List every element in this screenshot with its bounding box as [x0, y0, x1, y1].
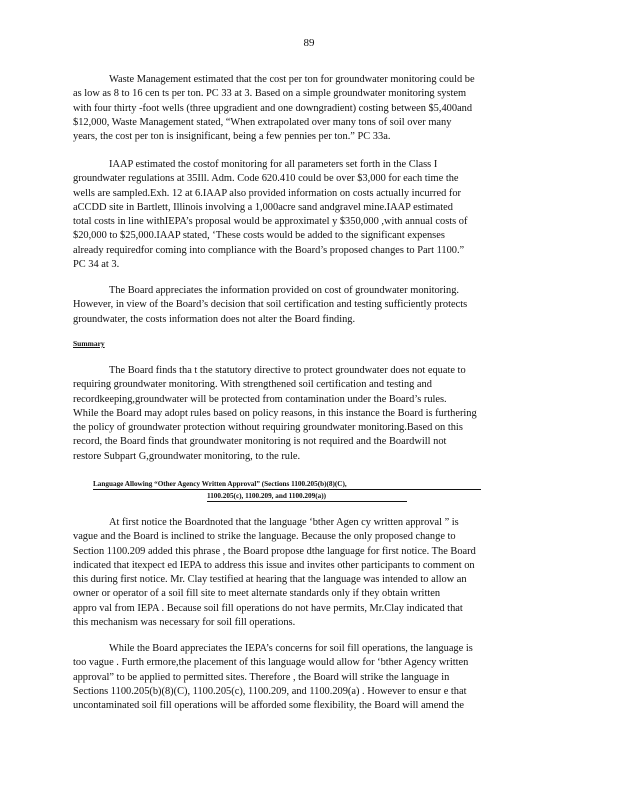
text-line: However, in view of the Board’s decision that soil certification and testing sufficiently protects	[73, 299, 468, 311]
text-line: as low as 8 to 16 cen ts per ton. PC 33 at 3. Based on a simple groundwater monitoring system	[73, 88, 467, 100]
text-line: aCCDD site in Bartlett, Illinois involving a 1,000acre sand andgravel mine.IAAP estimated	[73, 201, 453, 213]
text-line: restore Subpart G,groundwater monitoring, to the rule.	[73, 450, 301, 462]
text-line: with four thirty -foot wells (three upgradient and one downgradient) costing between $5,400and	[73, 102, 473, 114]
text-line: uncontaminated soil fill operations will be afforded some flexibility, the Board will amend the	[73, 700, 464, 712]
text-line: groundwater regulations at 35Ill. Adm. Code 620.410 could be over $3,000 for each time the	[73, 173, 459, 185]
paragraph-first-notice	[73, 516, 533, 630]
text-line: approval” to be applied to permitted sites. Therefore , the Board will strike the language in	[73, 671, 450, 683]
text-line: At first notice the Boardnoted that the language ‘bther Agen cy written approval ” is	[109, 517, 459, 528]
text-line: this during first notice. Mr. Clay testified at hearing that the language was intended to allow an	[73, 574, 467, 586]
text-line: groundwater, the costs information does not alter the Board finding.	[73, 313, 356, 325]
text-line: vague and the Board is inclined to strike the language. Because the only proposed change to	[73, 531, 456, 543]
text-line: total costs in line withIEPA’s proposal would be approximatel y $350,000 ,with annual costs of	[73, 216, 468, 228]
text-line: While the Board may adopt rules based on policy reasons, in this instance the Board is furthering	[73, 407, 477, 419]
text-line: The Board finds tha t the statutory directive to protect groundwater does not equate to	[109, 365, 466, 376]
subheading-underline	[93, 489, 481, 490]
subheading-underline	[207, 501, 407, 502]
text-line: the policy of groundwater protection without requiring groundwater monitoring.Based on this	[73, 422, 463, 434]
summary-heading: Summary	[73, 339, 105, 348]
text-line: Waste Management estimated that the cost per ton for groundwater monitoring could be	[109, 74, 475, 85]
text-line: owner or operator of a soil fill site to meet alternate standards only if they obtain written	[73, 588, 441, 600]
text-line: record, the Board finds that groundwater monitoring is not required and the Boardwill not	[73, 436, 447, 448]
text-line: appro val from IEPA . Because soil fill operations do not have permits, Mr.Clay indicated that	[73, 602, 463, 614]
text-line: PC 34 at 3.	[73, 259, 120, 271]
text-line: this mechanism was necessary for soil fill operations.	[73, 617, 296, 629]
paragraph-board-appreciates	[73, 284, 533, 327]
text-line: years, the cost per ton is insignificant, being a few pennies per ton.” PC 33a.	[73, 131, 391, 143]
paragraph-iaap-estimate	[73, 158, 533, 272]
text-line: requiring groundwater monitoring. With strengthened soil certification and testing and	[73, 379, 432, 391]
page-number: 89	[303, 37, 315, 49]
text-line: recordkeeping,groundwater will be protected from contamination under the Board’s rules.	[73, 393, 447, 405]
text-line: wells are sampled.Exh. 12 at 6.IAAP also provided information on costs actually incurred for	[73, 187, 462, 199]
text-line: Section 1100.209 added this phrase , the Board propose dthe language for first notice. The Board	[73, 545, 476, 557]
text-line: too vague . Furth ermore,the placement of this language would allow for ‘bther Agency written	[73, 657, 469, 669]
paragraph-summary-body	[73, 364, 533, 464]
text-line: $12,000, Waste Management stated, “When extrapolated over many tons of soil over many	[73, 116, 452, 128]
text-line: IAAP estimated the costof monitoring for all parameters set forth in the Class I	[109, 159, 438, 170]
text-line: While the Board appreciates the IEPA’s concerns for soil fill operations, the language is	[109, 643, 473, 654]
text-line: The Board appreciates the information provided on cost of groundwater monitoring.	[109, 285, 460, 296]
language-subheading	[93, 478, 493, 502]
text-line: already requiredfor coming into compliance with the Board’s proposed changes to Part 1100.”	[73, 244, 465, 256]
subheading-line-1: Language Allowing “Other Agency Written Approval” (Sections 1100.205(b)(8)(C),	[93, 480, 347, 488]
paragraph-waste-management	[73, 73, 533, 144]
text-line: $20,000 to $25,000.IAAP stated, ‘These costs would be added to the significant expenses	[73, 230, 445, 242]
paragraph-while-board	[73, 642, 533, 713]
text-line: indicated that itexpect ed IEPA to address this issue and invites other participants to comment on	[73, 559, 475, 571]
subheading-line-2: 1100.205(c), 1100.209, and 1100.209(a))	[207, 492, 326, 500]
text-line: Sections 1100.205(b)(8)(C), 1100.205(c), 1100.209, and 1100.209(a) . However to ensur e that	[73, 685, 467, 697]
